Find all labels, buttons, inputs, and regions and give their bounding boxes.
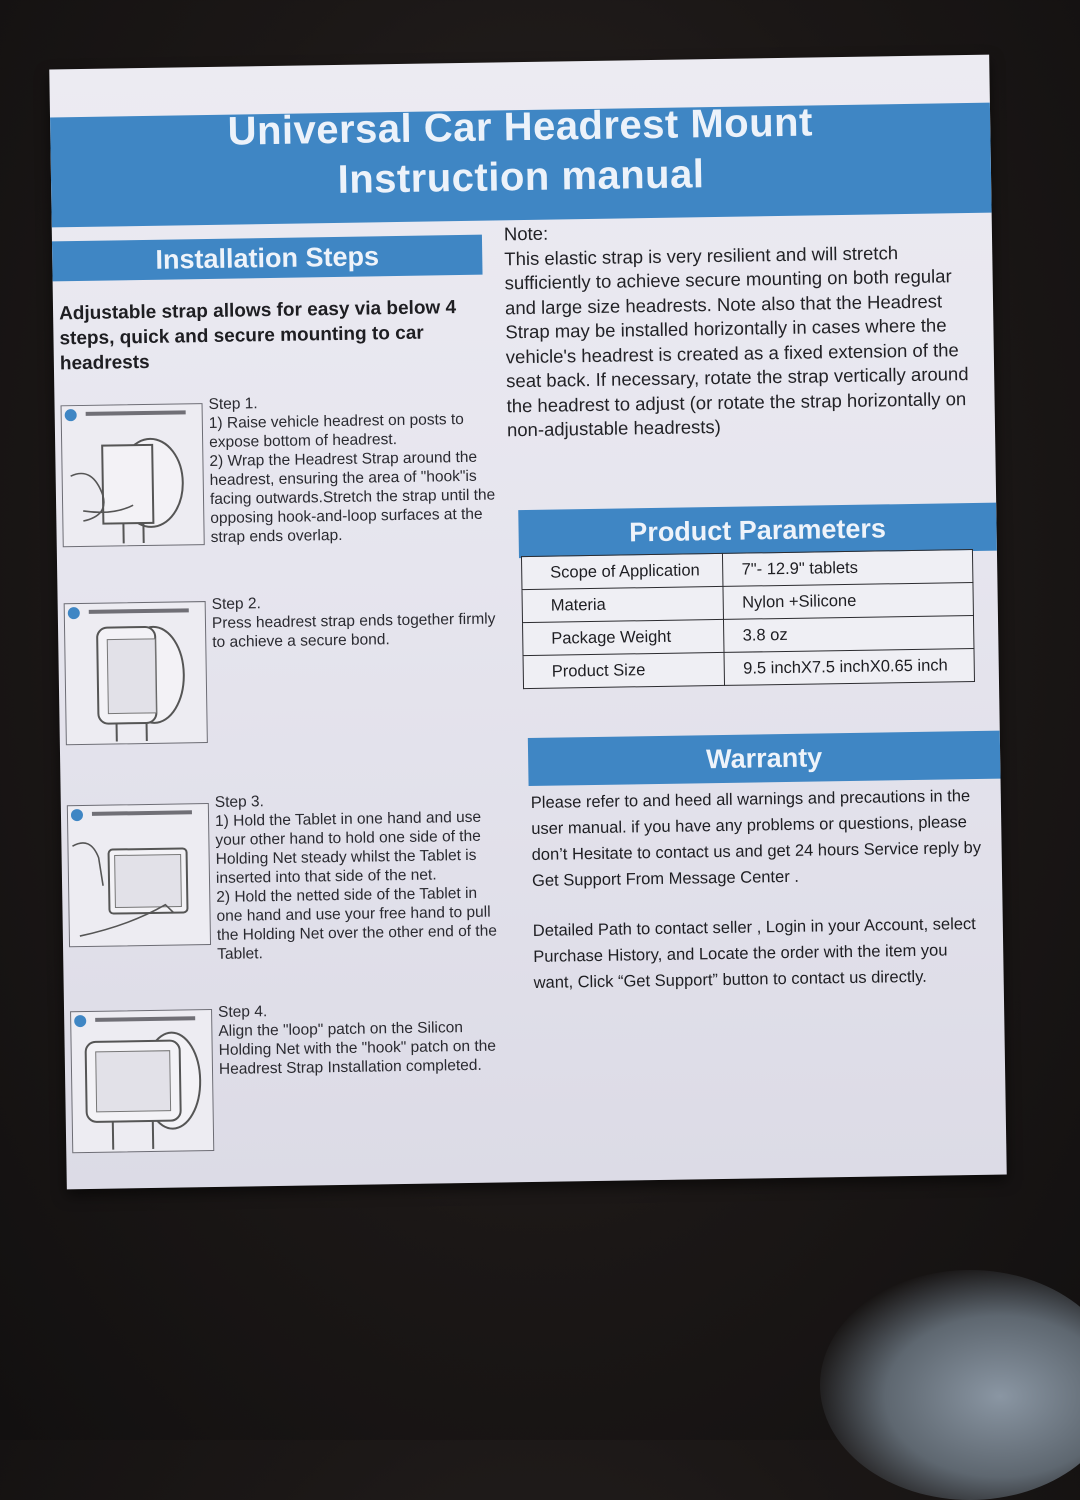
step-3-line-2: 2) Hold the netted side of the Tablet in one hand and use your free hand to pull the Holding Net over the other end of the Tablet. (216, 883, 507, 964)
step-2-label: Step 2. (212, 590, 502, 614)
step-4-text (218, 998, 509, 1079)
step-3-text (215, 788, 508, 964)
headrest-icon (65, 602, 207, 744)
param-value: Nylon +Silicone (723, 583, 973, 620)
step-2-illustration (64, 601, 208, 745)
headrest-strap-icon (62, 404, 204, 546)
step-1-line-2: 2) Wrap the Headrest Strap around the headrest, ensuring the area of "hook"is facing outwards.Stretch the strap until the opposing hook-and-loop surfaces at the strap ends overlap. (209, 447, 500, 547)
warranty-paragraph-2: Detailed Path to contact seller , Login in your Account, select Purchase History, and Locate the order with the item you want, Click “Get Support” button to contact us directly. (533, 911, 984, 996)
note-text: This elastic strap is very resilient and will stretch sufficiently to achieve secure mounting on both regular and large size headrests. Note also that the Headrest Strap may be installed horizontally in cases where the vehicle's headrest is created as a fixed extension of the seat back. If necessary, rotate the strap vertically around the headrest to adjust (or rotate the strap horizontally on non-adjustable headrests) (504, 239, 977, 442)
instruction-sheet (49, 55, 1006, 1190)
step-1-text (208, 390, 500, 547)
page-title (50, 95, 991, 210)
title-line-2: Instruction manual (51, 145, 992, 210)
param-name: Product Size (523, 652, 725, 688)
step-4-line-1: Align the "loop" patch on the Silicon Holding Net with the "hook" patch on the Headrest Strap Installation completed. (218, 1017, 509, 1079)
installation-header: Installation Steps (52, 235, 483, 282)
tablet-insert-icon (68, 804, 210, 946)
note-label: Note: (504, 215, 974, 247)
step-1-line-1: 1) Raise vehicle headrest on posts to expose bottom of headrest. (209, 409, 500, 452)
warranty-text (531, 783, 985, 1020)
warranty-paragraph-1: Please refer to and heed all warnings and precautions in the user manual. if you have any problems or questions, please don’t Hesitate to contact us and get 24 hours Service reply by Get Support From Message Center . (531, 783, 983, 894)
step-1-illustration (61, 403, 205, 547)
step-3-illustration (67, 803, 211, 947)
param-name: Scope of Application (521, 553, 723, 589)
title-line-1: Universal Car Headrest Mount (50, 95, 991, 160)
param-name: Materia (522, 586, 724, 622)
param-value: 3.8 oz (724, 616, 974, 653)
step-3-line-1: 1) Hold the Tablet in one hand and use your other hand to hold one side of the Holding Net steady whilst the Tablet is inserted into that side of the net. (215, 807, 506, 888)
blanket-corner (820, 1270, 1080, 1500)
step-2-line-1: Press headrest strap ends together firmly to achieve a secure bond. (212, 609, 503, 652)
tablet-mounted-icon (71, 1010, 213, 1152)
param-value: 7"- 12.9" tablets (723, 550, 973, 587)
param-name: Package Weight (523, 619, 725, 655)
product-parameters-header: Product Parameters (518, 503, 997, 559)
warranty-header: Warranty (528, 731, 1001, 786)
step-4-illustration (70, 1009, 214, 1153)
param-value: 9.5 inchX7.5 inchX0.65 inch (724, 648, 974, 685)
product-parameters-table (521, 549, 975, 689)
installation-intro: Adjustable strap allows for easy via below 4 steps, quick and secure mounting to car headrests (59, 295, 480, 377)
step-3-label: Step 3. (215, 788, 505, 812)
step-4-label: Step 4. (218, 998, 508, 1022)
note-block (504, 215, 977, 443)
table-row (523, 648, 974, 688)
step-1-label: Step 1. (208, 390, 498, 414)
step-2-text (212, 590, 503, 652)
